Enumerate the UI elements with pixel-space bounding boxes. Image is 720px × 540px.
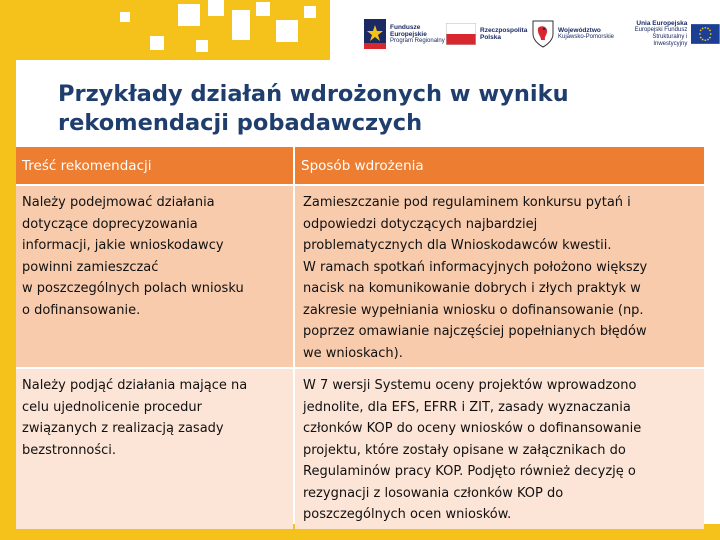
- cell-line: Należy podejmować działania: [22, 195, 215, 210]
- logo-rp-line1: Rzeczpospolita: [480, 27, 528, 34]
- cell-line: W 7 wersji Systemu oceny projektów wprowadzono: [303, 378, 637, 393]
- cell-line: w poszczególnych polach wniosku: [22, 281, 244, 296]
- recommendation-cell: [16, 186, 293, 367]
- slide-title-line1: Przykłady działań wdrożonych w wyniku: [58, 81, 569, 107]
- cell-line: rezygnacji z losowania członków KOP do: [303, 485, 564, 501]
- logo-fundusze-line2: Europejskie: [390, 30, 427, 38]
- cell-line: poprzez omawianie najczęściej popełnianych błędów: [303, 324, 647, 339]
- cell-line: Należy podjąć działania mające na: [22, 378, 248, 393]
- logo-fundusze-line3: Program Regionalny: [390, 37, 445, 44]
- cell-line: Zamieszczanie pod regulaminem konkursu pytań i: [303, 195, 631, 210]
- logo-unia-europejska: [624, 14, 720, 54]
- table-header-row: [16, 147, 704, 184]
- recommendation-cell: [16, 369, 293, 529]
- logo-wojewodztwo: [532, 14, 614, 54]
- logo-eu-line2: Europejski Fundusz: [634, 27, 688, 33]
- logo-rzeczpospolita-polska: [446, 14, 527, 54]
- cell-line: Regulaminów pracy KOP. Podjęto również decyzję o: [303, 464, 636, 479]
- logo-region-line1: Województwo: [558, 27, 601, 34]
- slide-title-line2: rekomendacji pobadawczych: [58, 110, 423, 136]
- logo-rp-line2: Polska: [480, 34, 501, 41]
- header-sposob-wdrozenia: Sposób wdrożenia: [295, 147, 704, 184]
- cell-line: we wnioskach).: [303, 345, 403, 361]
- logo-fundusze-line1: Fundusze: [390, 23, 421, 31]
- slide-title: [58, 80, 678, 138]
- header-tresc-rekomendacji: Treść rekomendacji: [16, 147, 293, 184]
- table-row: [16, 369, 704, 529]
- cell-line: dotyczące doprecyzowania: [22, 216, 198, 232]
- eu-funds-star-icon: [364, 19, 386, 49]
- cell-line: informacji, jakie wnioskodawcy: [22, 238, 224, 253]
- table-row: [16, 186, 704, 367]
- cell-line: celu ujednolicenie procedur: [22, 399, 203, 415]
- cell-line: W ramach spotkań informacyjnych położono większy: [303, 259, 648, 275]
- polish-flag-icon: [446, 23, 476, 45]
- cell-line: jednolite, dla EFS, EFRR i ZIT, zasady wyznaczania: [303, 399, 631, 415]
- cell-line: poszczególnych ocen wniosków.: [303, 507, 512, 522]
- griffin-coat-of-arms-icon: [532, 20, 554, 48]
- eu-funding-logo-strip: [352, 8, 720, 58]
- logo-eu-line1: Unia Europejska: [636, 20, 688, 27]
- implementation-cell: [295, 186, 704, 367]
- top-block-decoration: [0, 0, 330, 60]
- logo-eu-line3: Strukturalny i Inwestycyjny: [652, 34, 688, 47]
- cell-line: o dofinansowanie.: [22, 302, 141, 318]
- cell-line: członków KOP do oceny wniosków o dofinansowanie: [303, 421, 642, 436]
- logo-region-line2: Kujawsko-Pomorskie: [558, 34, 615, 40]
- cell-line: projektu, które zostały opisane w załącznikach do: [303, 442, 626, 458]
- implementation-cell: [295, 369, 704, 529]
- cell-line: odpowiedzi dotyczących najbardziej: [303, 216, 538, 232]
- cell-line: problematycznych dla Wnioskodawców kwestii.: [303, 238, 612, 253]
- cell-line: powinni zamieszczać: [22, 259, 159, 275]
- cell-line: związanych z realizacją zasady: [22, 421, 224, 436]
- cell-line: nacisk na komunikowanie dobrych i złych praktyk w: [303, 281, 641, 296]
- eu-flag-icon: [691, 23, 720, 45]
- logo-fundusze-europejskie: [364, 14, 445, 54]
- recommendations-table: [14, 145, 706, 531]
- cell-line: zakresie wypełniania wniosku o dofinansowanie (np.: [303, 302, 644, 318]
- cell-line: bezstronności.: [22, 442, 117, 458]
